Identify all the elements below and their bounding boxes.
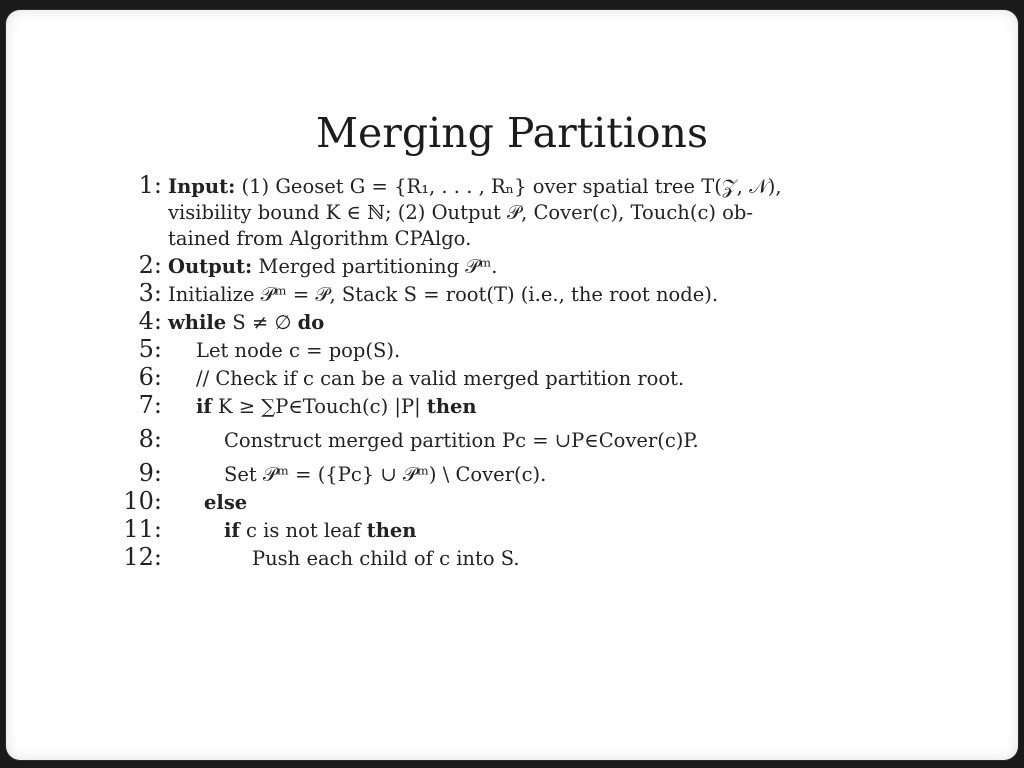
line-text: Initialize 𝒫ᵐ = 𝒫, Stack S = root(T) (i.e., the root node). (168, 283, 719, 306)
algo-line-12 (118, 544, 853, 572)
line-text: K ≥ ∑P∈Touch(c) |P| (211, 395, 427, 418)
line-text: (1) Geoset G = {R₁, . . . , Rₙ} over spatial tree T(𝒵, 𝒩), (235, 175, 782, 198)
algo-line-6 (118, 364, 853, 392)
algo-line-8 (118, 426, 853, 454)
line-text: Set 𝒫ᵐ = ({Pc} ∪ 𝒫ᵐ) \ Cover(c). (224, 463, 547, 486)
algo-line-5 (118, 336, 853, 364)
keyword-then: then (426, 395, 477, 418)
algo-line-2 (118, 252, 853, 280)
line-number: 5: (138, 335, 162, 363)
line-text: Construct merged partition Pc = ∪P∈Cover(c)P. (224, 429, 699, 452)
line-text: c is not leaf (239, 519, 367, 542)
line-number: 10: (123, 487, 162, 515)
algo-line-7 (118, 392, 853, 420)
algo-line-1 (118, 172, 853, 200)
line-number: 4: (138, 307, 162, 335)
algo-line-10 (118, 488, 853, 516)
keyword-if: if (196, 395, 212, 418)
line-number: 11: (123, 515, 162, 543)
algo-line-9 (118, 460, 853, 488)
algo-line-3 (118, 280, 853, 308)
line-text: // Check if c can be a valid merged partition root. (196, 367, 685, 390)
slide-frame (6, 10, 1018, 760)
line-text: S ≠ ∅ (226, 311, 298, 334)
algo-line-4 (118, 308, 853, 336)
algorithm-block (118, 172, 853, 572)
keyword-while: while (168, 311, 227, 334)
keyword-do: do (297, 311, 325, 334)
algo-line-11 (118, 516, 853, 544)
algo-line-1-cont-2: tained from Algorithm CPAlgo. (168, 227, 472, 250)
line-number: 6: (138, 363, 162, 391)
line-number: 7: (138, 391, 162, 419)
line-number: 2: (138, 251, 162, 279)
keyword-input: Input: (168, 175, 236, 198)
slide-title: Merging Partitions (316, 109, 708, 157)
line-text: Let node c = pop(S). (196, 339, 401, 362)
line-text: Push each child of c into S. (252, 547, 520, 570)
algo-line-1-cont-1: visibility bound K ∈ ℕ; (2) Output 𝒫, Cover(c), Touch(c) ob- (168, 201, 753, 224)
line-number: 12: (123, 543, 162, 571)
line-number: 9: (138, 459, 162, 487)
line-number: 3: (138, 279, 162, 307)
line-text: Merged partitioning 𝒫ᵐ. (252, 255, 498, 278)
line-number: 8: (138, 425, 162, 453)
line-number: 1: (138, 171, 162, 199)
keyword-output: Output: (168, 255, 253, 278)
keyword-if: if (224, 519, 240, 542)
keyword-else: else (204, 491, 248, 514)
keyword-then: then (366, 519, 417, 542)
